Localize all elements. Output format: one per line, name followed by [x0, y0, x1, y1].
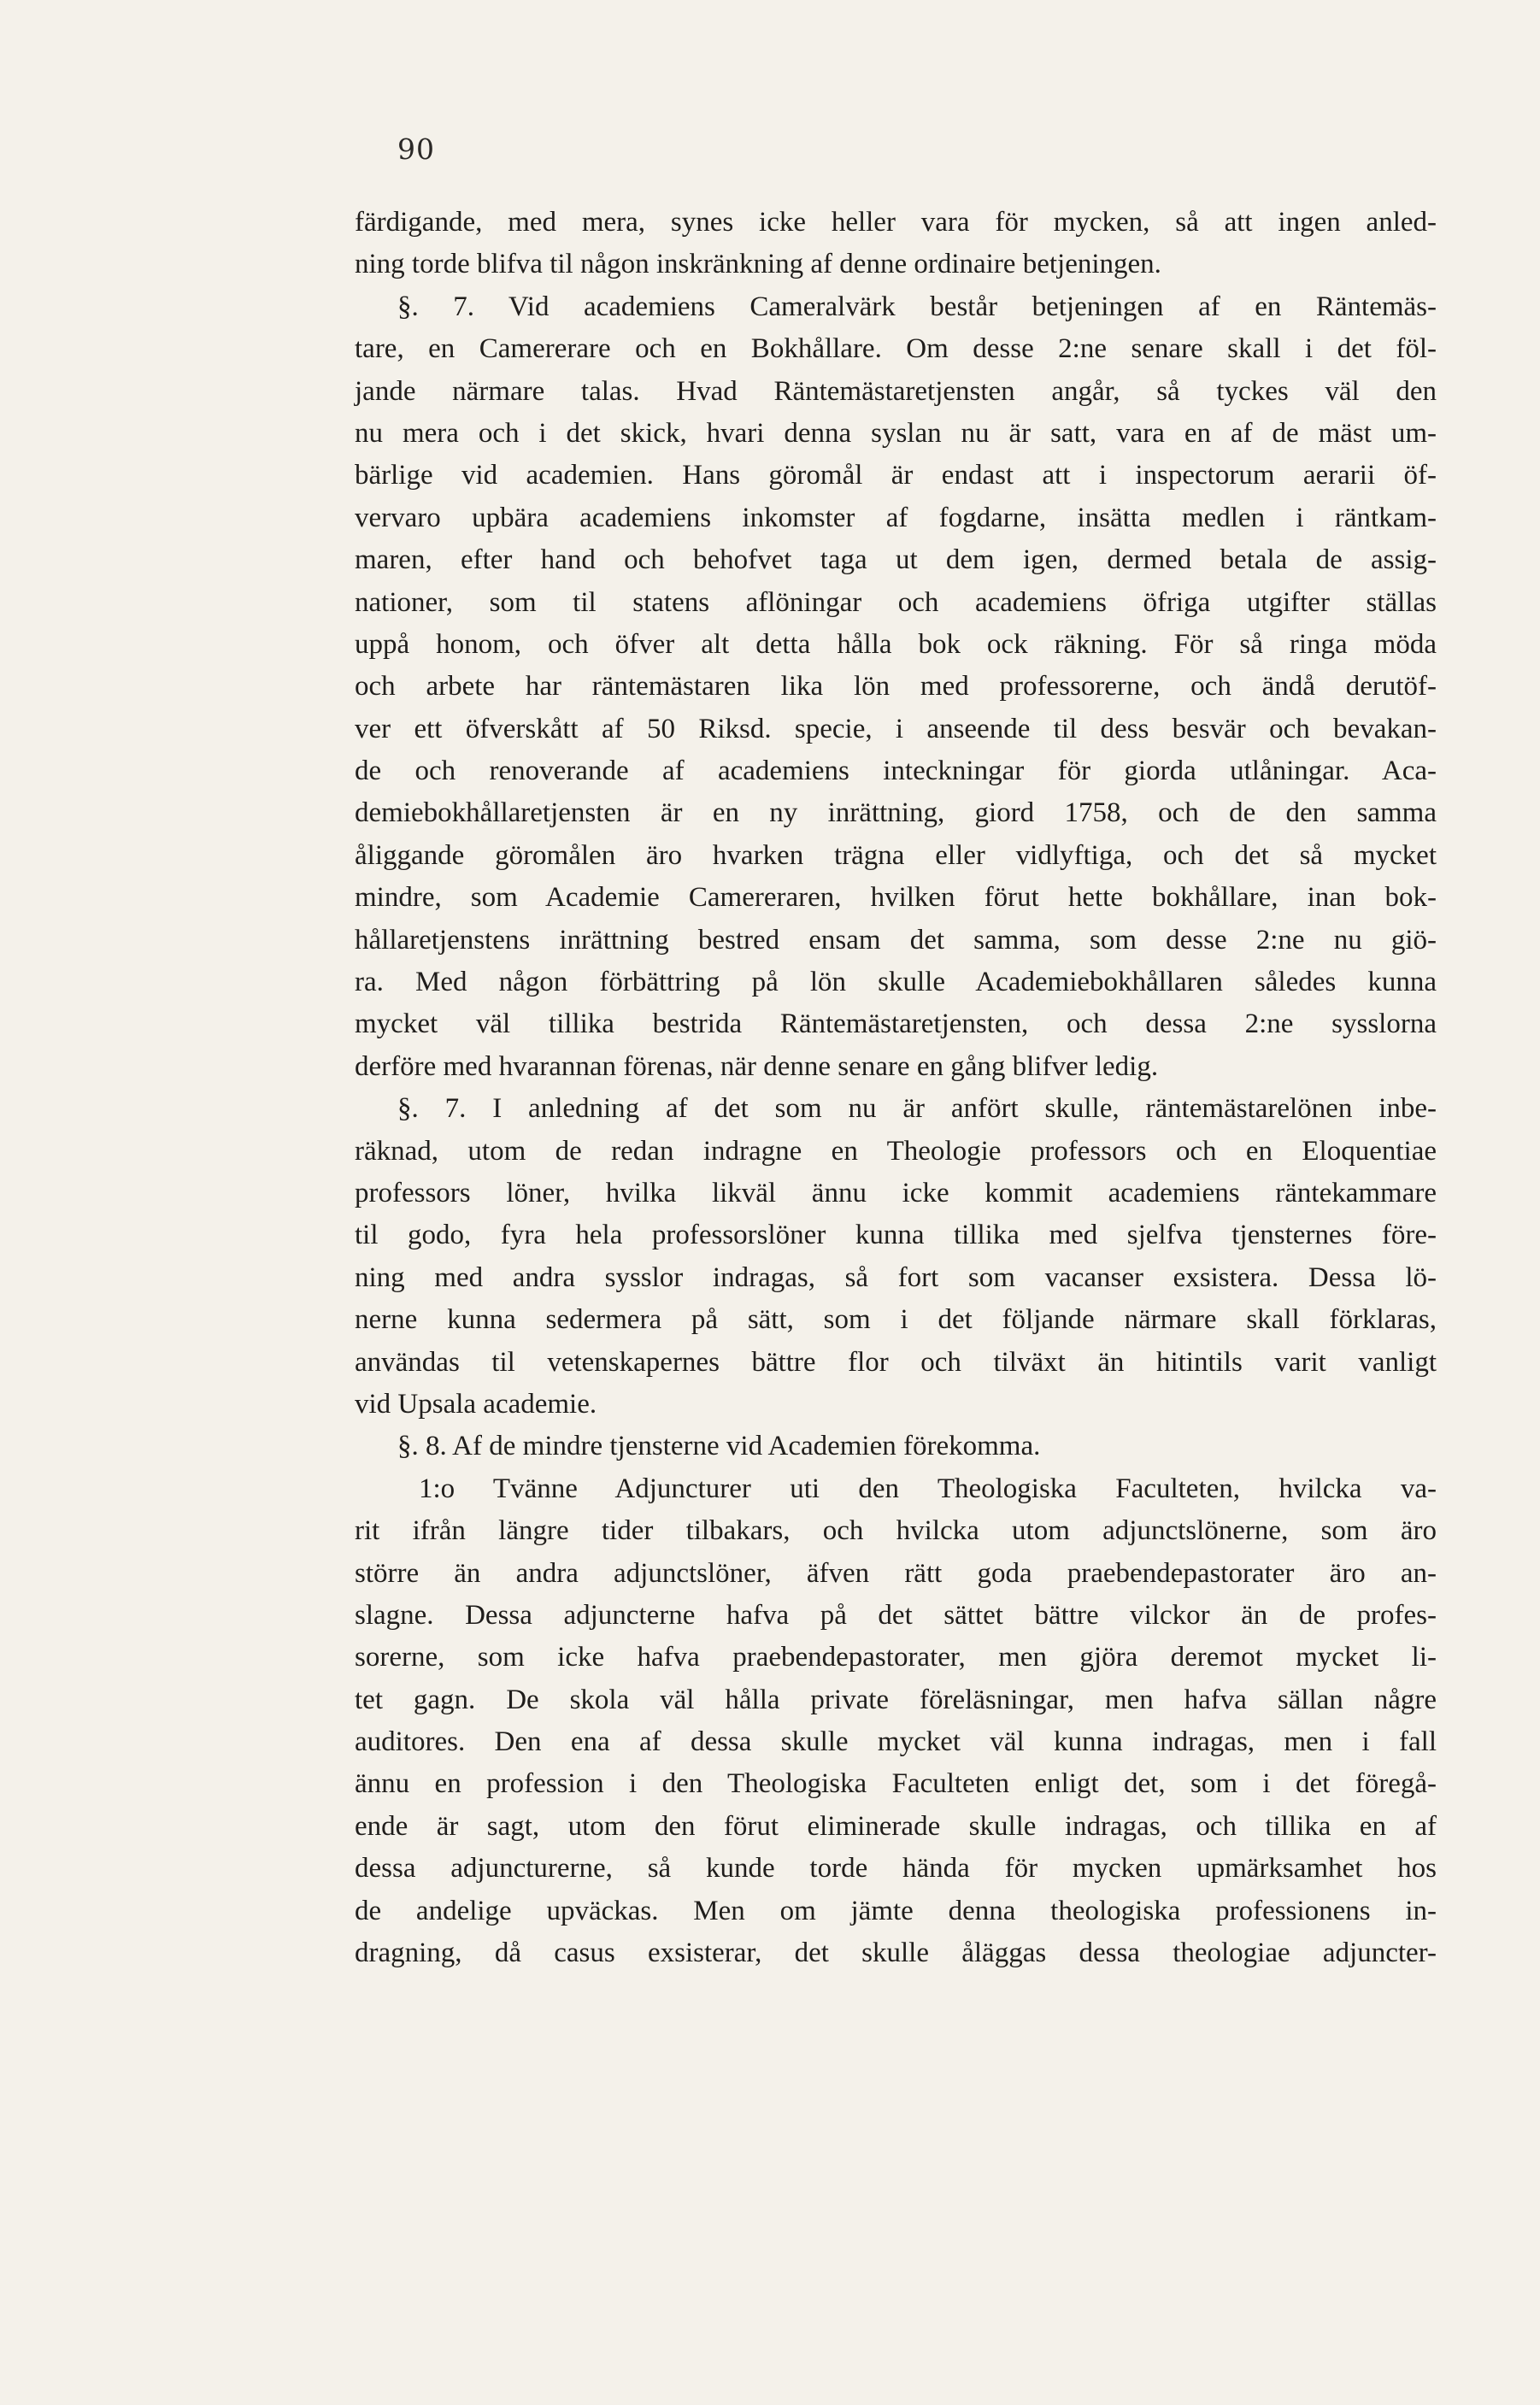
text-line: rit ifrån längre tider tilbakars, och hvilcka utom adjunctslönerne, som äro — [355, 1515, 1437, 1547]
text-line: åliggande göromålen äro hvarken trägna eller vidlyftiga, och det så mycket — [355, 839, 1437, 871]
text-line: §. 8. Af de mindre tjensterne vid Academien förekomma. — [397, 1431, 1041, 1462]
text-line: jande närmare talas. Hvad Räntemästaretjensten angår, så tyckes väl den — [355, 375, 1437, 407]
text-line: ännu en profession i den Theologiska Faculteten enligt det, som i det föregå- — [355, 1768, 1437, 1800]
text-line: användas til vetenskapernes bättre flor och tilväxt än hitintils varit vanligt — [355, 1346, 1437, 1378]
text-line: demiebokhållaretjensten är en ny inrättning, giord 1758, och de den samma — [355, 797, 1437, 829]
text-line: tet gagn. De skola väl hålla private föreläsningar, men hafva sällan någre — [355, 1684, 1437, 1715]
text-line: nerne kunna sedermera på sätt, som i det följande närmare skall förklaras, — [355, 1304, 1437, 1336]
text-line: ning med andra sysslor indragas, så fort som vacanser exsistera. Dessa lö- — [355, 1261, 1437, 1293]
text-line: til godo, fyra hela professorslöner kunna tillika med sjelfva tjensternes före- — [355, 1220, 1437, 1251]
text-line: sorerne, som icke hafva praebendepastorater, men gjöra deremot mycket li- — [355, 1642, 1437, 1673]
text-line: derföre med hvarannan förenas, när denne senare en gång blifver ledig. — [355, 1050, 1159, 1082]
text-line: §. 7. Vid academiens Cameralvärk består betjeningen af en Räntemäs- — [397, 291, 1437, 322]
text-line: slagne. Dessa adjuncterne hafva på det sättet bättre vilckor än de profes- — [355, 1599, 1437, 1631]
text-line: mycket väl tillika bestrida Räntemästaretjensten, och dessa 2:ne sysslorna — [355, 1008, 1437, 1040]
text-line: vervaro upbära academiens inkomster af fogdarne, insätta medlen i räntkam- — [355, 502, 1437, 533]
text-line: §. 7. I anledning af det som nu är anfört skulle, räntemästarelönen inbe- — [397, 1093, 1437, 1125]
text-line: dessa adjuncturerne, så kunde torde hända för mycken upmärksamhet hos — [355, 1853, 1437, 1885]
text-line: ende är sagt, utom den förut eliminerade skulle indragas, och tillika en af — [355, 1810, 1437, 1842]
text-line: ning torde blifva til någon inskränkning af denne ordinaire betjeningen. — [355, 249, 1161, 280]
text-line: mindre, som Academie Camereraren, hvilken förut hette bokhållare, inan bok- — [355, 882, 1437, 914]
text-line: de andelige upväckas. Men om jämte denna theologiska professionens in- — [355, 1895, 1437, 1926]
text-line: bärlige vid academien. Hans göromål är endast att i inspectorum aerarii öf- — [355, 460, 1437, 491]
body-text — [355, 202, 1437, 1974]
text-line: uppå honom, och öfver alt detta hålla bok ock räkning. För så ringa möda — [355, 628, 1437, 660]
text-line: hållaretjenstens inrättning bestred ensam det samma, som desse 2:ne nu giö- — [355, 924, 1437, 956]
text-line: auditores. Den ena af dessa skulle mycket väl kunna indragas, men i fall — [355, 1726, 1437, 1758]
text-line: ra. Med någon förbättring på lön skulle Academiebokhållaren således kunna — [355, 967, 1437, 998]
text-line: större än andra adjunctslöner, äfven rätt goda praebendepastorater äro an- — [355, 1557, 1437, 1589]
text-line: och arbete har räntemästaren lika lön med professorerne, och ändå derutöf- — [355, 671, 1437, 703]
text-line: räknad, utom de redan indragne en Theologie professors och en Eloquentiae — [355, 1135, 1437, 1167]
text-line: nu mera och i det skick, hvari denna syslan nu är satt, vara en af de mäst um- — [355, 417, 1437, 449]
text-line: de och renoverande af academiens inteckningar för giorda utlåningar. Aca- — [355, 756, 1437, 787]
text-line: färdigande, med mera, synes icke heller vara för mycken, så att ingen anled- — [355, 207, 1437, 238]
text-line: vid Upsala academie. — [355, 1388, 597, 1420]
text-line: maren, efter hand och behofvet taga ut dem igen, dermed betala de assig- — [355, 544, 1437, 576]
text-line: 1:o Tvänne Adjuncturer uti den Theologiska Faculteten, hvilcka va- — [419, 1473, 1437, 1504]
text-line: ver ett öfverskått af 50 Riksd. specie, i anseende til dess besvär och bevakan- — [355, 713, 1437, 744]
page-number: 90 — [397, 132, 435, 166]
text-line: dragning, då casus exsisterar, det skulle åläggas dessa theologiae adjuncter- — [355, 1938, 1437, 1969]
text-line: professors löner, hvilka likväl ännu icke kommit academiens räntekammare — [355, 1177, 1437, 1208]
text-line: nationer, som til statens aflöningar och academiens öfriga utgifter ställas — [355, 586, 1437, 618]
text-line: tare, en Camererare och en Bokhållare. Om desse 2:ne senare skall i det föl- — [355, 333, 1437, 365]
